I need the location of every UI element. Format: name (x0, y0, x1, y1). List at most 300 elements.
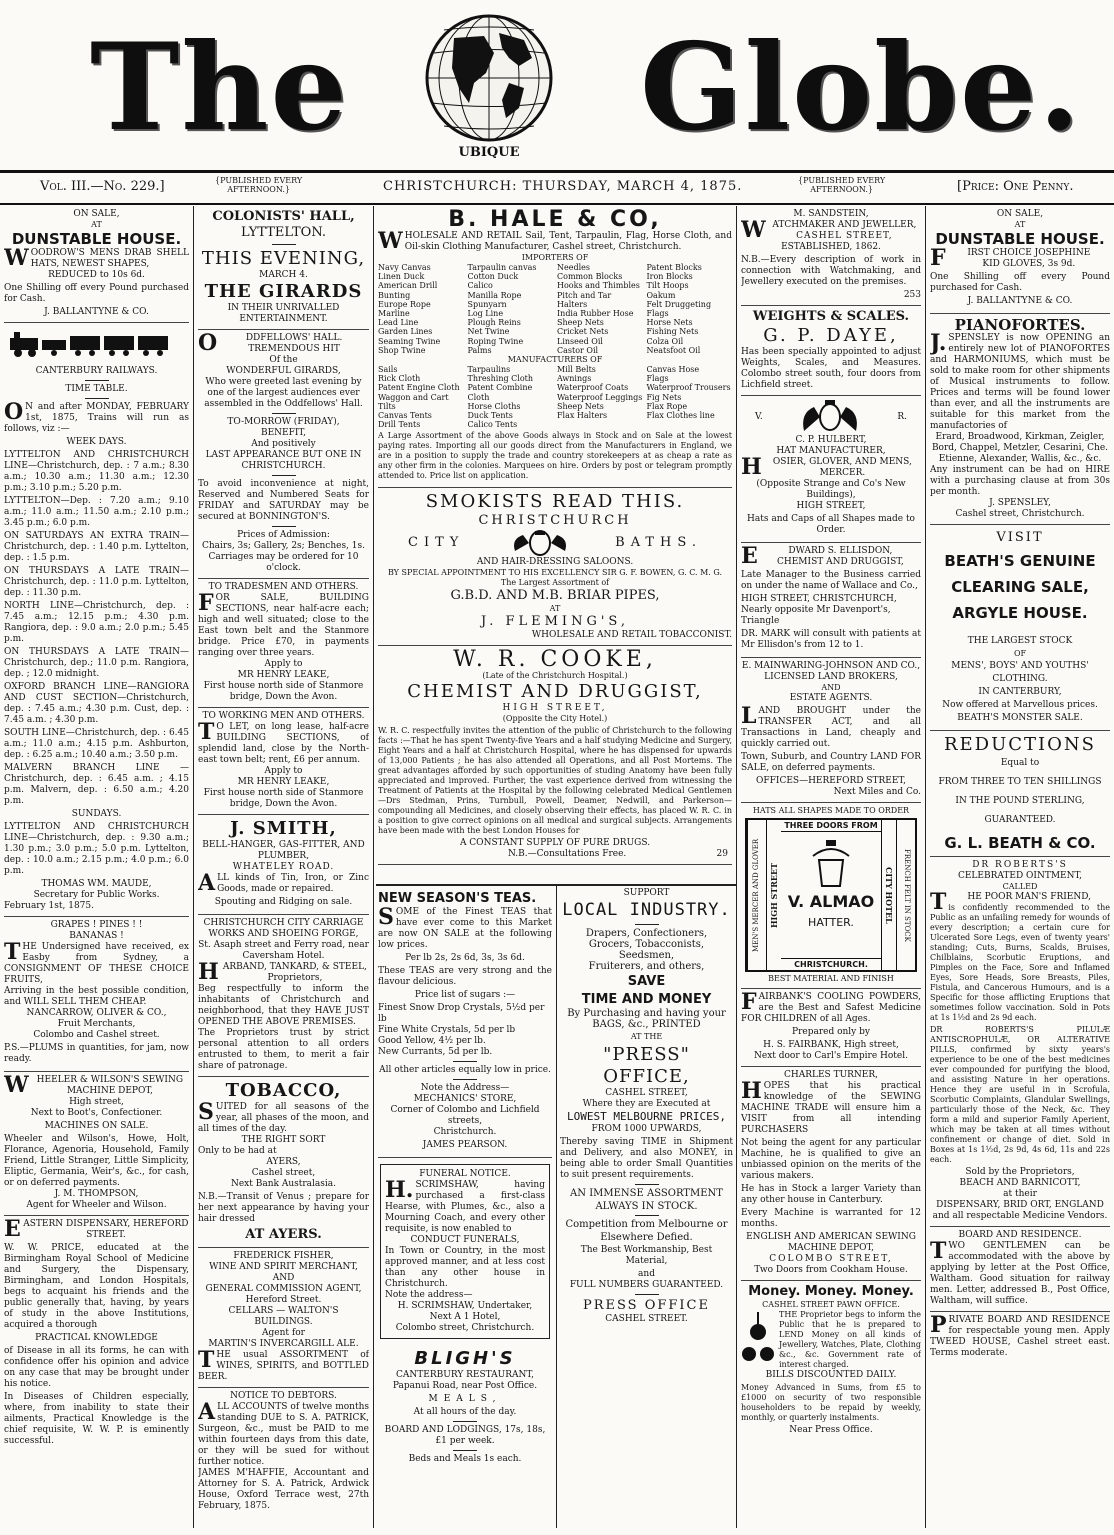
ad-line: THE RIGHT SORT (241, 1135, 326, 1145)
ad-line: FIRST CHOICE JOSEPHINE (930, 245, 1091, 271)
timetable-line: LYTTELTON AND CHRISTCHURCH LINE—Christchurch, dep. : 7 a.m.; 8.30 a.m.; 10.30 a.m.; 11.30 a.m.; 12.30 p.m.; 3.10 p.m.; 5.20 p.m. (4, 450, 189, 493)
ad-line: Secretary for Public Works. (33, 890, 160, 900)
ad-line: REDUCED to 10s 6d. (48, 270, 145, 280)
ad-line: Papanui Road, near Post Office. (392, 1381, 538, 1391)
ad-line: AND (272, 1273, 295, 1283)
ad-body: SUITED for all seasons of the year, all phases of the moon, and all times of the day. (198, 1099, 369, 1134)
roberts-ointment-ad (930, 857, 1110, 1227)
ad-line: BENEFIT, (261, 428, 306, 438)
ad-line: and (638, 1269, 655, 1279)
price-line: Good Yellow, 4½ per lb. (378, 1036, 486, 1046)
ad-line: ON SALE, (996, 209, 1044, 219)
to-let-ad (198, 708, 369, 815)
list-column (557, 263, 643, 355)
ad-body: Not being the agent for any particular Machine, he is qualified to give an unbiassed opinion on the merits of the various makers. (741, 1138, 921, 1181)
ad-line: HOSIER, GLOVER, AND MENS, MERCER. (741, 454, 912, 480)
ad-body: In Town or Country, in the most approved manner, and at less cost than any other house in Christchurch. (385, 1246, 545, 1289)
ad-line: IMPORTERS OF (521, 253, 589, 262)
published-note-right: {PUBLISHED EVERY AFTERNOON.} (798, 176, 886, 194)
ad-line: SUNDAYS. (71, 809, 122, 819)
ad-body: Arriving in the best possible condition, and WILL SELL THEM CHEAP. (4, 986, 189, 1007)
ad-line: IN THE POUND STERLING, (955, 796, 1085, 806)
ad-signature: J. M. THOMPSON, (54, 1189, 139, 1199)
list-item: Sheep Nets (557, 401, 604, 411)
ad-line: Carriages may be ordered for 10 o'clock. (208, 552, 359, 573)
ad-signature: H. S. FAIRBANK, High street, (763, 1040, 899, 1050)
beath-clearing-sale-ad (930, 525, 1110, 731)
ad-line: GUARANTEED. (984, 815, 1056, 825)
smith-plumber-ad (198, 815, 369, 915)
ad-line: ENGLISH AND AMERICAN SEWING MACHINE DEPOT, (746, 1232, 916, 1253)
ad-line: COLOMBO STREET, (769, 1254, 893, 1264)
ad-heading: VISIT (996, 530, 1044, 545)
ad-line: AT (91, 220, 102, 229)
ad-line: Agent for Wheeler and Wilson. (26, 1200, 167, 1210)
column-rule (736, 206, 737, 1528)
ad-line: AT (1014, 220, 1026, 229)
column-rule (556, 885, 557, 1528)
list-item: Drill Tents (378, 420, 421, 430)
ad-body: P.S.—PLUMS in quantities, for jam, now ready. (4, 1043, 189, 1064)
ad-line: MECHANICS' STORE, (413, 1094, 517, 1104)
list-item: Halters (557, 299, 588, 309)
ad-line: HIGH STREET, CHRISTCHURCH, (741, 594, 897, 604)
ad-line: HIGH STREET, (796, 501, 866, 511)
ad-body: FAIRBANK'S COOLING POWDERS, are the Best and Safest Medicine FOR CHILDREN of all Ages. (741, 989, 921, 1024)
ad-signature: C. P. HULBERT, (795, 435, 867, 445)
ad-line: WONDERFUL GIRARDS, (226, 366, 341, 376)
list-item: Fig Nets (646, 392, 682, 402)
ad-line: The Best Workmanship, Best Material, (580, 1245, 713, 1266)
ad-line: Prices of Admission: (237, 530, 330, 540)
ad-line: The Largest Assortment of (500, 578, 610, 588)
ad-heading: PRESS OFFICE (582, 1298, 710, 1313)
ad-heading: PIANOFORTES. (954, 316, 1086, 334)
ad-line: Cashel street, (251, 1168, 316, 1178)
masthead-title-globe: Globe. (640, 17, 1083, 158)
ad-line: MEN'S MERCER AND GLOVER (747, 820, 766, 970)
ad-body: In Diseases of Children especially, where, from inability to state their ailments, Practical Knowledge is the chief requisite, W. W. P. is eminently successful. (4, 1392, 189, 1446)
locomotive-icon (8, 330, 184, 358)
ad-signature: NANCARROW, OLIVER & CO., (26, 1008, 167, 1018)
list-item: Sheep Nets (557, 318, 604, 328)
ad-line: Next to Boot's, Confectioner. (30, 1108, 163, 1118)
funeral-notice (380, 1164, 550, 1339)
ad-body: THE Proprietor begs to inform the Public that he is prepared to LEND Money on all kinds of Jewellery, Watches, Plate, Clothing &c., &c. Government rate of interest charged. (779, 1310, 921, 1369)
ad-line: Note the address— (385, 1290, 473, 1300)
timetable-line: ON THURSDAYS A LATE TRAIN—Christchurch, dep.; 11.0 p.m. Rangiora, dep. ; 12.0 midnight. (4, 647, 189, 679)
ad-signature: MR HENRY LEAKE, (237, 777, 330, 787)
ad-line: CELEBRATED OINTMENT, (957, 871, 1083, 881)
ad-line: (Opposite Strange and Co's New Buildings), (756, 479, 906, 500)
building-sections-ad (198, 579, 369, 708)
ad-line: Elsewhere Defied. (600, 1232, 693, 1243)
ad-line: WHATELEY ROAD. (232, 862, 335, 872)
ad-heading: TOBACCO, (225, 1080, 342, 1101)
timetable-line: OXFORD BRANCH LINE—RANGIORA AND CUST SECTION—Christchurch, dep. : 7.45 a.m.; 4.30 p.m. Cust, dep. : 7.45 a.m. ; 4.30 p.m. (4, 682, 189, 725)
ad-line: R. (897, 411, 907, 422)
ad-line: LICENSED LAND BROKERS, (764, 672, 898, 682)
masthead-motto: UBIQUE (458, 145, 520, 158)
ad-body: SOME of the Finest TEAS that have ever come to this Market are now ON SALE at the following low prices. (378, 904, 552, 950)
ad-body: ALL kinds of Tin, Iron, or Zinc Goods, made or repaired. (198, 870, 369, 896)
column-rule (193, 206, 194, 1528)
ad-line: THE POOR MAN'S FRIEND, (930, 889, 1091, 915)
dunstable-gloves-ad (930, 206, 1110, 314)
list-item: Rick Cloth (378, 374, 421, 384)
ad-heading: CLEARING SALE, (951, 578, 1089, 596)
press-office-ad (560, 888, 733, 1528)
list-item: Horse Nets (646, 318, 693, 328)
ad-signature: CHARLES TURNER, (783, 1070, 879, 1080)
list-item: Roping Twine (467, 336, 524, 346)
list-item: Calico (467, 281, 493, 291)
ad-heading: G.B.D. AND M.B. BRIAR PIPES, (450, 588, 660, 604)
ad-line: MARCH 4. (259, 270, 308, 280)
list-item: Flags (646, 309, 669, 319)
globe-emblem-icon (414, 8, 564, 158)
ad-body: DR. MARK will consult with patients at Mr Ellisdon's from 12 to 1. (741, 629, 921, 650)
ad-heading: TO WORKING MEN AND OTHERS. (202, 711, 365, 721)
masthead (0, 0, 1114, 170)
timetable-line: LYTTELTON AND CHRISTCHURCH LINE—Christchurch, dep. : 9.30 a.m.; 1.30 p.m.; 3.0 p.m.; 5.0 p.m. Lyttelton, dep. : 10.0 a.m.; 2.15 p.m.; 4.0 p.m.; 6.0 p.m. (4, 822, 189, 876)
hat-crest-icon (809, 838, 853, 892)
ad-line: CLOTHING. (992, 674, 1048, 684)
ad-line: CITY (408, 535, 465, 551)
published-note-left: {PUBLISHED EVERY AFTERNOON.} (215, 176, 303, 194)
list-item: Navy Canvas (378, 263, 431, 272)
list-item: India Rubber Hose (557, 309, 634, 319)
ad-line: Nearly opposite Mr Davenport's, Triangle (741, 605, 891, 626)
ad-body: Wheeler and Wilson's, Howe, Holt, Florance, Agenoria, Household, Family Friend, Little Stranger, Little Simplicity, Eliptic, Germania, Weir's, &c., for cash, or on deferred payments. (4, 1134, 189, 1188)
ad-body: WOODROW'S MENS DRAB SHELL HATS, NEWEST SHAPES, (4, 245, 189, 271)
ad-body: N.B.—Every description of work in connection with Watchmaking, and Jewellery executed on the premises. (741, 255, 921, 287)
tobacco-ad (198, 1077, 369, 1248)
ad-number: 253 (903, 290, 921, 300)
ad-line: MEALS, (428, 1394, 502, 1404)
ad-line: St. Asaph street and Ferry road, near Caversham Hotel. (198, 940, 369, 961)
ad-body: To avoid inconvenience at night, Reserved and Numbered Seats for FRIDAY and SATURDAY may be secured at BONNINGTON'S. (198, 479, 369, 522)
ad-line: Where they are Executed at (582, 1099, 711, 1109)
ad-signature: BEACH AND BARNICOTT, (959, 1178, 1081, 1188)
ad-body: DR ROBERTS'S PILULÆ ANTISCROPHULÆ, OR ALTERATIVE PILLS, confirmed by sixty years's experience to be one of the best medicines ever compounded for purifying the blood, and assisting Nature in her operations. Hence they are useful in in Scrofula, Scorbutic Complaints, Glandular Swellings, particularly those of the Neck, &c. They form a mild and superior Family Aperient, which may be taken at all times without confinement or change of diet. Sold in Boxes at 1s 1½d, 2s 9d, 4s 6d, 11s and 22s each. (930, 1025, 1110, 1164)
ad-body: A Large Assortment of the above Goods always in Stock and on Sale at the lowest paying rates. Importing all our goods direct from the Manufacturers in England, we are in a position to supply the trade and country storekeepers at as cheap a rate as any other firm in the colonies. Marquees on hire. Orders by post or telegram promptly attended to. Price list on application. (378, 431, 732, 481)
ad-signature: M. SANDSTEIN, (793, 209, 869, 219)
list-item: Linseed Oil (557, 336, 603, 346)
list-item: Oakum (646, 290, 676, 300)
ad-heading: ODDFELLOWS' HALL. (198, 330, 343, 356)
ad-line: Note the Address— (420, 1083, 510, 1093)
cooke-chemist-ad (378, 646, 732, 865)
list-item: Seaming Twine (378, 336, 441, 346)
ad-body: TWO GENTLEMEN can be accommodated with the above by applying by letter at the Post Office, Waltham. Good situation for railway men. Letter, addressed B., Post Office, Waltham, will suffice. (930, 1238, 1110, 1306)
timetable-line: ON THURSDAYS A LATE TRAIN—Christchurch, dep. : 11.0 p.m. Lyttelton, dep. : 11.30 p.m. (4, 566, 189, 598)
price-line: Finest Snow Drop Crystals, 5½d per lb (378, 1003, 545, 1024)
royal-arms-icon (505, 529, 575, 557)
list-item: Flax Clothes line (646, 411, 715, 421)
private-board-ad (930, 1312, 1110, 1363)
ad-body: PRIVATE BOARD AND RESIDENCE for respectable young men. Apply TWEED HOUSE, Cashel street east. Terms moderate. (930, 1312, 1110, 1358)
ad-heading: WHEELER & WILSON'S SEWING MACHINE DEPOT, (4, 1072, 184, 1098)
place-date: CHRISTCHURCH: THURSDAY, MARCH 4, 1875. (383, 179, 743, 194)
dateline (0, 170, 1114, 205)
ad-line: Only to be had at (198, 1146, 277, 1156)
bligh-restaurant-ad (378, 1345, 552, 1469)
ad-line: And positively (251, 439, 316, 449)
ad-line: (Late of the Christchurch Hospital.) (482, 671, 628, 681)
ad-body: ON and after MONDAY, FEBRUARY 1st, 1875, Trains will run as follows, viz :— (4, 399, 189, 434)
importers-list (378, 263, 732, 355)
list-item: Horse Cloths (467, 401, 521, 411)
ad-line: CHEMIST AND DRUGGIST, (777, 557, 904, 567)
ad-body: Any instrument can be had on HIRE with a purchasing clause at from 30s per month. (930, 465, 1110, 497)
ad-line: CANTERBURY RESTAURANT, (396, 1370, 534, 1380)
ad-body: He has in Stock a larger Variety than any other house in Canterbury. (741, 1184, 921, 1205)
ad-heading: DUNSTABLE HOUSE. (935, 230, 1105, 248)
pianofortes-ad (930, 314, 1110, 525)
turner-sewing-ad (741, 1067, 921, 1281)
ad-line: LAST APPEARANCE BUT ONE IN CHRISTCHURCH. (205, 450, 362, 471)
eastern-dispensary-ad (4, 1216, 189, 1453)
list-item: Iron Blocks (646, 272, 693, 282)
ad-body: Money Advanced in Sums, from £5 to £1000 on security of two responsible householders to be repaid by weekly, monthly, or quarterly instalments. (741, 1383, 921, 1422)
list-item: Calico Tents (467, 420, 518, 430)
sewing-machine-ad (4, 1072, 189, 1216)
ad-heading: J. FLEMING'S, (481, 614, 629, 630)
ad-line: FULL NUMBERS GUARANTEED. (569, 1280, 724, 1290)
list-item: Neatsfoot Oil (646, 345, 701, 355)
ad-heading: ARGYLE HOUSE. (952, 604, 1088, 622)
ad-line: WINE AND SPIRIT MERCHANT, (209, 1262, 358, 1272)
ad-line: Prepared only by (792, 1027, 870, 1037)
ad-line: BEATH'S MONSTER SALE. (957, 713, 1083, 723)
ad-line: OF (1013, 649, 1027, 658)
colonists-hall-ad (198, 206, 369, 330)
ad-body: Beg respectfully to inform the inhabitants of Christchurch and neighborhood, that they HAVE JUST OPENED THE ABOVE PREMISES. (198, 984, 369, 1027)
ad-line: HIGH STREET (766, 820, 781, 970)
ad-signature: J. BALLANTYNE & CO. (967, 296, 1073, 306)
ad-body: These TEAS are very strong and the flavour delicious. (378, 966, 552, 987)
list-item: Waterproof Coats (557, 383, 629, 393)
ad-line: THE LARGEST STOCK (967, 636, 1073, 646)
list-item: Patent Blocks (646, 263, 702, 272)
ad-body: One Shilling off every Pound purchased for Cash. (4, 283, 189, 304)
ad-line: BEST MATERIAL AND FINISH (768, 974, 894, 983)
price-line: New Currants, 5d per lb. (378, 1047, 493, 1057)
ad-line: Drapers, Confectioners, (585, 928, 708, 939)
weights-scales-ad (741, 306, 921, 396)
list-item: Flax Halters (557, 411, 608, 421)
ad-line: TIME TABLE. (65, 384, 128, 394)
ad-line: At all hours of the day. (413, 1407, 517, 1417)
ad-body: Thereby saving TIME in Shipment and Delivery, and also MONEY, in being able to order Small Quantities to suit present requirements. (560, 1137, 733, 1180)
list-item: Palms (467, 345, 492, 355)
ad-body: Town, Suburb, and Country LAND FOR SALE, on deferred payments. (741, 752, 921, 773)
ad-body: The Proprietors trust by strict personal attention to all orders entrusted to them, to merit a fair share of patronage. (198, 1028, 369, 1071)
list-item: Garden Lines (378, 327, 433, 337)
ad-line: THREE DOORS FROM (781, 820, 881, 832)
royal-arms-icon (798, 399, 862, 435)
ad-line: A CONSTANT SUPPLY OF PURE DRUGS. (459, 838, 651, 849)
ad-line: HATTER. (808, 916, 854, 929)
ad-line: HIGH STREET, (502, 703, 608, 714)
ad-line: ALWAYS IN STOCK. (595, 1201, 698, 1212)
land-brokers-ad (741, 658, 921, 803)
ad-line: Fruit Merchants, (57, 1019, 136, 1029)
timetable-line: SOUTH LINE—Christchurch, dep. : 6.45 a.m.; 11.0 a.m.; 4.15 p.m. Ashburton, dep. : 6.25 a.m.; 10.40 a.m.; 3.50 p.m. (4, 728, 189, 760)
ad-line: First house north side of Stanmore bridge, Down the Avon. (203, 681, 364, 702)
masthead-title-the: The (90, 17, 349, 158)
city-baths-ad (378, 488, 732, 646)
column-2 (198, 206, 369, 1528)
ad-line: TO-MORROW (FRIDAY), (227, 417, 340, 427)
ad-line: Grocers, Tobacconists, Seedsmen, (588, 939, 705, 961)
timetable-line: ON SATURDAYS AN EXTRA TRAIN—Christchurch, dep. : 1.40 p.m. Lyttelton, dep. : 1.5 p.m. (4, 531, 189, 563)
list-item: Awnings (557, 374, 592, 384)
ad-heading: BLIGH'S (414, 1348, 516, 1369)
ad-body: Every Machine is warranted for 12 months. (741, 1208, 921, 1229)
ad-body: Who were greeted last evening by one of the largest audiences ever assembled in the Oddfellows' Hall. (204, 377, 363, 409)
ad-body: FOR SALE, BUILDING SECTIONS, near half-acre each; high and well situated; close to the East town belt and the Stanmore bridge. Price £70, in payments ranging over three years. (198, 590, 369, 658)
ad-heading: CHEMIST AND DRUGGIST, (407, 681, 703, 703)
ad-heading: EASTERN DISPENSARY, HEREFORD STREET. (4, 1216, 189, 1242)
ad-line: CELLARS — WALTON'S BUILDINGS. (228, 1306, 339, 1327)
ad-heading: SAVE (627, 974, 666, 989)
ad-heading: WATCHMAKER AND JEWELLER, (741, 217, 917, 243)
ad-line: Next Miles and Co. (833, 787, 921, 797)
hale-ad (378, 206, 732, 488)
ad-line: Chairs, 3s; Gallery, 2s; Benches, 1s. (201, 541, 366, 551)
ad-signature: J. SPENSLEY, (989, 498, 1051, 508)
ad-signature: AYERS, (266, 1157, 301, 1167)
ad-heading: TO TRADESMEN AND OTHERS. (208, 582, 359, 592)
ad-line: CASHEL STREET PAWN OFFICE. (762, 1300, 900, 1309)
ad-heading: GRAPES ! PINES ! ! (50, 920, 143, 930)
ad-line: AND (821, 683, 841, 692)
column-1 (4, 206, 189, 1528)
ad-heading: NEW SEASON'S TEAS. (378, 891, 537, 906)
ad-heading: REDUCTIONS (943, 734, 1097, 755)
ad-signature: H. SCRIMSHAW, Undertaker, (397, 1301, 533, 1311)
list-item: Waterproof Leggings (557, 392, 643, 402)
ad-heading: CHRISTCHURCH CITY CARRIAGE WORKS AND SHOEING FORGE, (203, 918, 364, 939)
list-item: Waterproof Trousers (646, 383, 731, 393)
list-item: Manilla Rope (467, 290, 522, 300)
ad-heading: G. L. BEATH & CO. (944, 834, 1096, 852)
ad-body: J.SPENSLEY is now OPENING an entirely new lot of PIANOFORTES and HARMONIUMS, which must be sold to make room for other shipments of Musical instruments to follow. Prices and terms will be found lower than ever, and all the instruments are suitable for this market from the manufactories of (930, 330, 1110, 431)
ad-body: Has been specially appointed to adjust Weights, Scales, and Measures. Colombo street south, four doors from Lichfield street. (741, 347, 921, 390)
ad-signature: THOMAS WM. MAUDE, (41, 879, 152, 889)
ad-heading: TIME AND MONEY (581, 992, 712, 1007)
list-item: Patent Engine Cloth (378, 383, 460, 393)
ad-heading: CANTERBURY RAILWAYS. (35, 366, 158, 376)
ad-line: Per lb 2s, 2s 6d, 3s, 3s 6d. (405, 953, 525, 963)
ad-line: PRACTICAL KNOWLEDGE (35, 1333, 158, 1343)
ad-body: TO LET, on long lease, half-acre BUILDING SECTIONS, of splendid land, close by the North-east town belt; rent, £6 per annum. (198, 719, 369, 765)
ad-line: AND HAIR-DRESSING SALOONS. (476, 557, 634, 568)
ad-body: THE usual ASSORTMENT of WINES, SPIRITS, and BOTTLED BEER. (198, 1347, 369, 1382)
ad-heading: THE GIRARDS (204, 281, 363, 302)
ad-line: HATS ALL SHAPES MADE TO ORDER (752, 806, 910, 815)
ad-line: MACHINES ON SALE. (44, 1121, 149, 1131)
ad-heading: FUNERAL NOTICE. (419, 1169, 511, 1179)
list-column (647, 263, 733, 355)
ad-body: of Disease in all its forms, he can with confidence offer his opinion and advice on any case that may be brought under his notice. (4, 1346, 189, 1389)
list-item: Fishing Nets (646, 327, 699, 337)
grapes-ad (4, 917, 189, 1072)
ad-signature: JAMES PEARSON. (422, 1140, 508, 1150)
dunstable-hats-ad (4, 206, 189, 323)
debtors-notice (198, 1388, 369, 1516)
ad-line: Sold by the Proprietors, (965, 1167, 1075, 1177)
list-column (557, 365, 643, 429)
ad-body: is confidently recommended to the Public as an unfailing remedy for wounds of every description; a certain cure for Ulcerated Sore Legs, even of twenty years' standing; Cuts, Burns, Scalds, Bruises, Chilblains, Scorbutic Eruptions, and Pimples on the Face, Sore and Inflamed Eyes, Sore Heads, Sore Breasts, Piles, Fistula, and Cancerous Humours, and is a Specific for those afflicting Eruptions that sometimes follow vaccination. Sold in Pots at 1s 1½d and 2s 9d each. (930, 903, 1110, 1022)
list-item: Patent Combine Cloth (467, 383, 533, 402)
price: [Price: One Penny. (957, 179, 1074, 194)
list-item: Marline (378, 309, 410, 319)
list-item: Hooks and Thimbles (557, 281, 640, 291)
ad-body: Erard, Broadwood, Kirkman, Zeigler, Bord, Chappel, Metzler, Cesarini, Che. Etienne, Alexander, Wallis, &c., &c. (931, 432, 1109, 464)
ad-line: February 1st, 1875. (4, 901, 94, 911)
list-item: Net Twine (467, 327, 510, 337)
ad-line: CHRISTCHURCH. (781, 958, 881, 970)
list-item: Bunting (378, 290, 411, 300)
ad-body: HOPES that his practical knowledge of the SEWING MACHINE TRADE will ensure him a VISIT from all intending PURCHASERS (741, 1078, 921, 1135)
board-residence-ad (930, 1227, 1110, 1312)
ad-line: Beds and Meals 1s each. (408, 1454, 522, 1464)
list-item: Log Line (467, 309, 504, 319)
ad-line: HARBAND, TANKARD, & STEEL, Proprietors, (198, 959, 367, 985)
ad-body: LAND BROUGHT under the TRANSFER ACT, and all Transactions in Land, cheaply and quickly carried out. (741, 703, 921, 749)
ad-heading: G. P. DAYE, (763, 325, 899, 346)
ad-signature: MR HENRY LEAKE, (237, 670, 330, 680)
list-column (647, 365, 733, 429)
ad-heading: V. ALMAO (787, 892, 875, 911)
ad-body: JAMES M'HAFFIE, Accountant and Attorney for S. A. Patrick, Ardwick House, Oxford Terrace west, 27th February, 1875. (198, 1468, 369, 1511)
list-item: Shop Twine (378, 345, 426, 355)
manufacturers-list (378, 365, 732, 429)
ad-line: Near Press Office. (789, 1425, 873, 1435)
ad-heading: DUNSTABLE HOUSE. (11, 230, 182, 248)
list-item: Flax Rope (646, 401, 688, 411)
pawnbroker-balls-icon (741, 1310, 775, 1366)
list-item: Sails (378, 365, 398, 375)
ad-heading: WEIGHTS & SCALES. (752, 309, 910, 324)
ad-line: AT THE (630, 1032, 663, 1041)
ad-line: BATHS. (615, 535, 702, 551)
list-item: Threshing Cloth (467, 374, 534, 384)
ad-heading: W. R. COOKE, (453, 647, 657, 673)
fairbank-ad (741, 989, 921, 1067)
almao-hatter-ad (741, 803, 921, 989)
list-item: Common Blocks (557, 272, 623, 282)
ad-body: WHOLESALE AND RETAIL Sail, Tent, Tarpaulin, Flag, Horse Cloth, and Oil-skin Clothing Manufacturer, Cashel street, Christchurch. (378, 228, 732, 254)
ad-line: BY SPECIAL APPOINTMENT TO HIS EXCELLENCY SIR G. F. BOWEN, G. C. M. G. (387, 568, 723, 578)
ad-line: ON SALE, (73, 209, 120, 219)
ad-heading: AT AYERS. (245, 1227, 322, 1242)
ad-line: Of the (269, 355, 298, 365)
ad-line: CASHEL STREET. (605, 1314, 688, 1324)
list-item: Duck Tents (467, 411, 513, 421)
price-line: Fine White Crystals, 5d per lb (378, 1025, 516, 1035)
ad-signature: E. MAINWARING-JOHNSON AND CO., (741, 661, 921, 671)
reductions-ad (930, 731, 1110, 857)
ad-body: ALL ACCOUNTS of twelve months standing DUE to S. A. PATRICK, Surgeon, &c., must be PAID to me within fourteen days from this date, or they will be sued for without further notice. (198, 1399, 369, 1467)
ad-line: Next door to Carl's Empire Hotel. (754, 1051, 908, 1061)
ad-line: LYTTELTON. (240, 225, 327, 240)
list-item: American Drill (378, 281, 438, 291)
ad-line: OFFICES—HEREFORD STREET, (756, 776, 906, 786)
